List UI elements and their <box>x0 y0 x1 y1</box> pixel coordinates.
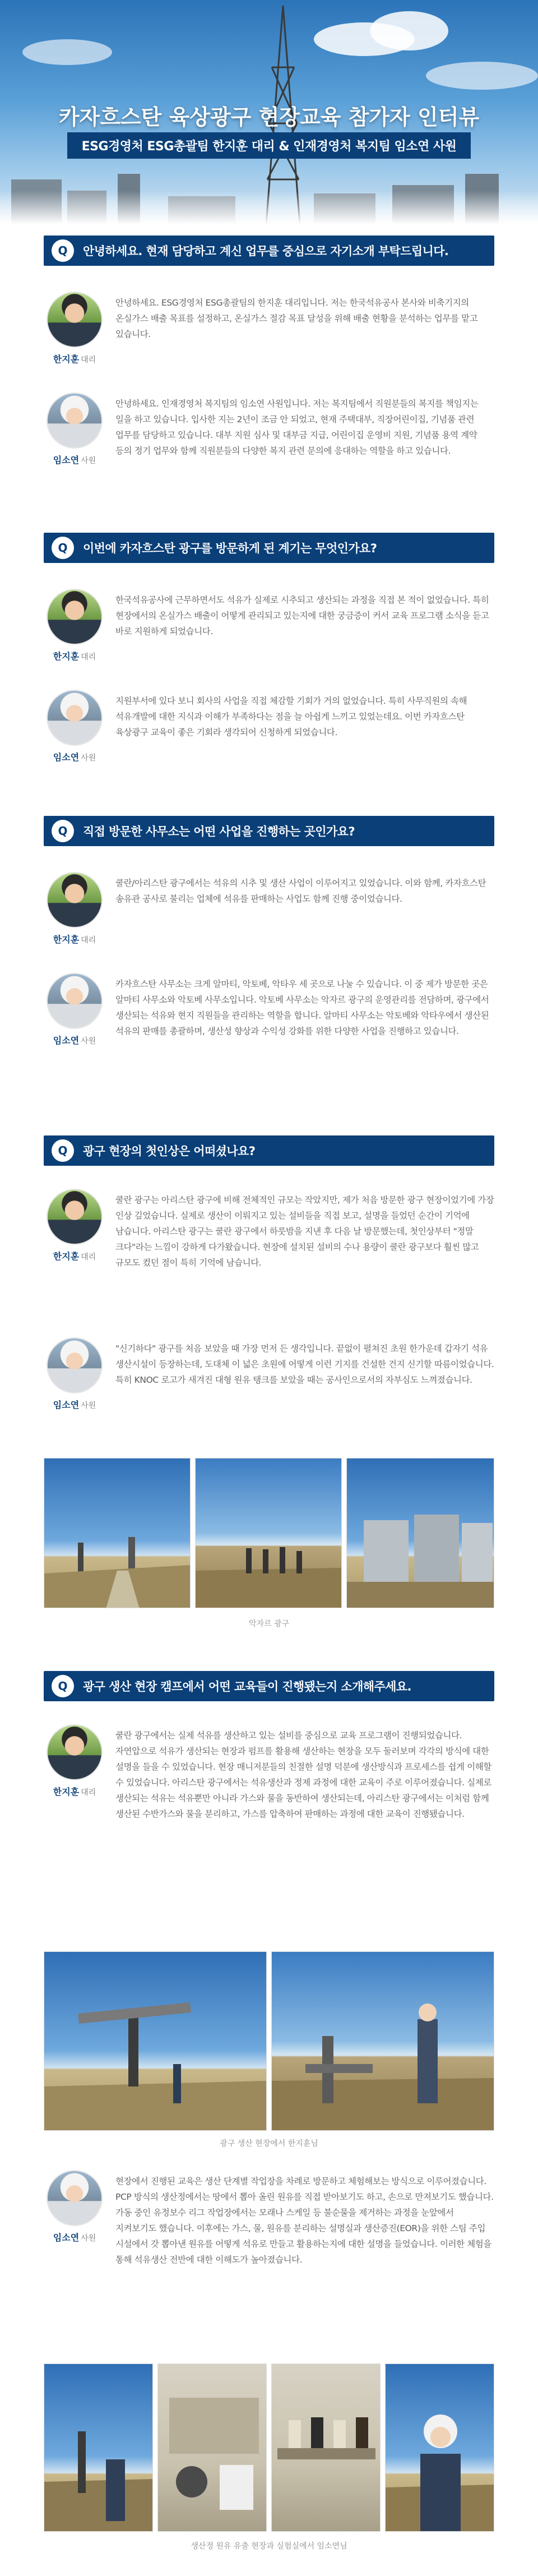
speaker-name: 한지훈 대리 <box>53 1251 96 1262</box>
field-photo <box>271 2363 381 2532</box>
field-photo <box>195 1458 342 1608</box>
speaker-name: 임소연 사원 <box>53 2232 96 2243</box>
photo-caption: 광구 생산 현장에서 한지훈님 <box>220 2139 318 2148</box>
page-title: 카자흐스탄 육상광구 현장교육 참가자 인터뷰 <box>58 105 480 130</box>
question-text: 안녕하세요. 현재 담당하고 계신 업무를 중심으로 자기소개 부탁드립니다. <box>83 244 449 258</box>
avatar <box>47 2170 103 2226</box>
speaker-name: 한지훈 대리 <box>53 934 96 945</box>
question-bar <box>44 1671 494 1701</box>
answer-block <box>44 1337 494 1438</box>
answer-block <box>44 872 494 967</box>
speaker-name: 임소연 사원 <box>53 455 96 465</box>
avatar <box>47 393 103 449</box>
answer-block <box>44 690 494 791</box>
avatar <box>47 1337 103 1393</box>
q-badge: Q <box>52 820 74 842</box>
answer-text: 안녕하세요. ESG경영처 ESG총괄팀의 한지훈 대리입니다. 저는 한국석유공사 본사와 비축기지의 온실가스 배출 목표를 설정하고, 온실가스 절감 목표 달성을 위해 배출 현황을 분석하는 업무를 맡고 있습니다. <box>115 298 478 339</box>
cloud-shape <box>22 39 112 65</box>
avatar <box>47 690 103 746</box>
answer-text: 지원부서에 있다 보니 회사의 사업을 직접 체감할 기회가 거의 없었습니다. 특히 사무직원의 속해 석유개발에 대한 지식과 이해가 부족하다는 점을 늘 아쉽게 느끼고 있었는데요. 이번 카자흐스탄 육상광구 교육이 좋은 기회라 생각되어 신청하게 되었습니다. <box>115 696 467 737</box>
question-bar <box>44 533 494 563</box>
field-photo <box>44 2363 153 2532</box>
answer-block <box>44 2170 494 2349</box>
field-photo <box>44 1458 191 1608</box>
photo-caption: 악자르 광구 <box>248 1619 290 1628</box>
answer-text: 한국석유공사에 근무하면서도 석유가 실제로 시추되고 생산되는 과정을 직접 본 적이 없었습니다. 특히 현장에서의 온실가스 배출이 어떻게 관리되고 있는지에 대한 궁금증이 커서 교육 프로그램 소식을 듣고 바로 지원하게 되었습니다. <box>115 595 489 636</box>
cloud-shape <box>370 11 448 50</box>
cloud-shape <box>426 62 538 90</box>
answer-text: 카자흐스탄 사무소는 크게 알마티, 악토베, 악타우 세 곳으로 나눌 수 있습니다. 이 중 제가 방문한 곳은 알마티 사무소와 악토베 사무소입니다. 악토베 사무소는 악자르 광구의 운영관리를 전담하며, 광구에서 생산되는 석유와 현지 직원들을 관리하는 역할을 합니다. 알마티 사무소는 악토베와 악타우에서 생산된 석유의 판매를 총괄하며, 생산성 향상과 수익성 강화를 위한 다양한 사업을 진행하고 있습니다. <box>115 979 489 1036</box>
q-badge: Q <box>52 239 74 262</box>
answer-text: 현장에서 진행된 교육은 생산 단계별 작업장을 차례로 방문하고 체험해보는 방식으로 이루어졌습니다. PCP 방식의 생산정에서는 땅에서 뽑아 올린 원유를 직접 받아보기도 하고, 손으로 만져보기도 했습니다. 가동 중인 유정보수 리그 작업장에서는 모래나 스케일 등 불순물을 제거하는 과정을 눈앞에서 지켜보기도 했습니다. 이후에는 가스, 물, 원유를 분리하는 설명실과 생산증진(EOR)을 위한 스팀 주입 시설에서 갓 뽑아낸 원유를 어떻게 석유로 만들고 활용하는지에 대한 설명을 들었습니다. 이러한 체험을 통해 석유생산 전반에 대한 이해도가 높아졌습니다. <box>115 2176 494 2265</box>
question-bar <box>44 816 494 846</box>
speaker-name: 한지훈 대리 <box>53 1786 96 1797</box>
answer-text: 안녕하세요. 인재경영처 복지팀의 임소연 사원입니다. 저는 복지팀에서 직원분들의 복지를 책임지는 일을 하고 있습니다. 입사한 지는 2년이 조금 안 되었고, 현재 주택대부, 직장어린이집, 기념품 관련 업무를 담당하고 있습니다. 대부 지원 심사 및 대부금 지급, 어린이집 운영비 지원, 기념품 용역 계약 등의 정기 업무와 함께 직원분들의 다양한 복지 관련 문의에 응대하는 역할을 하고 있습니다. <box>115 399 479 456</box>
answer-block <box>44 589 494 684</box>
photo-caption: 생산정 원유 유출 현장과 실험실에서 임소연님 <box>191 2542 347 2551</box>
speaker-name: 한지훈 대리 <box>53 354 96 364</box>
answer-block <box>44 1189 494 1329</box>
q-badge: Q <box>52 1139 74 1162</box>
field-photo <box>157 2363 267 2532</box>
avatar <box>47 872 103 928</box>
field-photo <box>44 1951 267 2131</box>
answer-block <box>44 973 494 1096</box>
answer-block <box>44 393 494 510</box>
avatar <box>47 1724 103 1780</box>
speaker-name: 임소연 사원 <box>53 752 96 763</box>
question-bar <box>44 236 494 266</box>
answer-text: 쿨란/아리스탄 광구에서는 석유의 시추 및 생산 사업이 이루어지고 있었습니다. 이와 함께, 카자흐스탄 송유관 공사로 불리는 업체에 석유를 판매하는 사업도 함께 진행 중이었습니다. <box>115 878 486 904</box>
question-text: 이번에 카자흐스탄 광구를 방문하게 된 계기는 무엇인가요? <box>83 542 377 555</box>
page-subtitle: ESG경영처 ESG총괄팀 한지훈 대리 & 인재경영처 복지팀 임소연 사원 <box>67 132 471 159</box>
q-badge: Q <box>52 537 74 559</box>
q-badge: Q <box>52 1675 74 1697</box>
field-photo <box>346 1458 494 1608</box>
question-bar <box>44 1135 494 1166</box>
avatar <box>47 589 103 645</box>
answer-block <box>44 1724 494 1937</box>
hero-banner <box>0 0 538 224</box>
field-photo <box>385 2363 494 2532</box>
avatar <box>47 292 103 348</box>
avatar <box>47 1189 103 1245</box>
question-text: 광구 현장의 첫인상은 어떠셨나요? <box>83 1144 256 1158</box>
question-text: 광구 생산 현장 캠프에서 어떤 교육들이 진행됐는지 소개해주세요. <box>83 1680 411 1693</box>
speaker-name: 임소연 사원 <box>53 1035 96 1046</box>
field-photo <box>271 1951 494 2131</box>
answer-text: 쿨란 광구는 아리스탄 광구에 비해 전체적인 규모는 작았지만, 제가 처음 방문한 광구 현장이었기에 가장 인상 깊었습니다. 실제로 생산이 이뤄지고 있는 설비들을 직접 보고, 설명을 들었던 순간이 기억에 남습니다. 아리스탄 광구는 쿨란 광구에서 하룻밤을 지낸 후 다음 날 방문했는데, 첫인상부터 "정말 크다"라는 느낌이 강하게 다가왔습니다. 현장에 설치된 설비의 수나 용량이 쿨란 광구보다 훨씬 많고 규모도 컸던 점이 특히 기억에 남습니다. <box>115 1195 494 1268</box>
question-text: 직접 방문한 사무소는 어떤 사업을 진행하는 곳인가요? <box>83 825 355 838</box>
speaker-name: 한지훈 대리 <box>53 651 96 662</box>
answer-text: 쿨란 광구에서는 실제 석유를 생산하고 있는 설비를 중심으로 교육 프로그램이 진행되었습니다. 자연압으로 석유가 생산되는 현장과 펌프를 활용해 생산하는 현장을 모두 둘러보며 각각의 방식에 대한 설명을 들을 수 있었습니다. 현장 매니저분들의 친절한 설명 덕분에 생산방식과 프로세스를 쉽게 이해할 수 있었습니다. 아리스탄 광구에서는 석유생산과 정제 과정에 대한 교육이 주로 이루어졌습니다. 실제로 생산되는 석유는 석유뿐만 아니라 가스와 물을 동반하여 생산되는데, 아리스탄 광구에서는 이처럼 함께 생산된 수반가스와 물을 분리하고, 가스를 압축하여 판매하는 과정에 대한 교육이 진행됐습니다. <box>115 1730 491 1819</box>
answer-block <box>44 292 494 393</box>
avatar <box>47 973 103 1029</box>
answer-text: "신기하다" 광구를 처음 보았을 때 가장 먼저 든 생각입니다. 끝없이 펼쳐진 초원 한가운데 갑자기 석유 생산시설이 등장하는데, 도대체 이 넓은 초원에 어떻게 이런 기지를 건설한 건지 신기할 따름이었습니다. 특히 KNOC 로고가 새겨진 대형 원유 탱크를 보았을 때는 공사인으로서의 자부심도 느껴졌습니다. <box>115 1344 494 1385</box>
speaker-name: 임소연 사원 <box>53 1400 96 1410</box>
